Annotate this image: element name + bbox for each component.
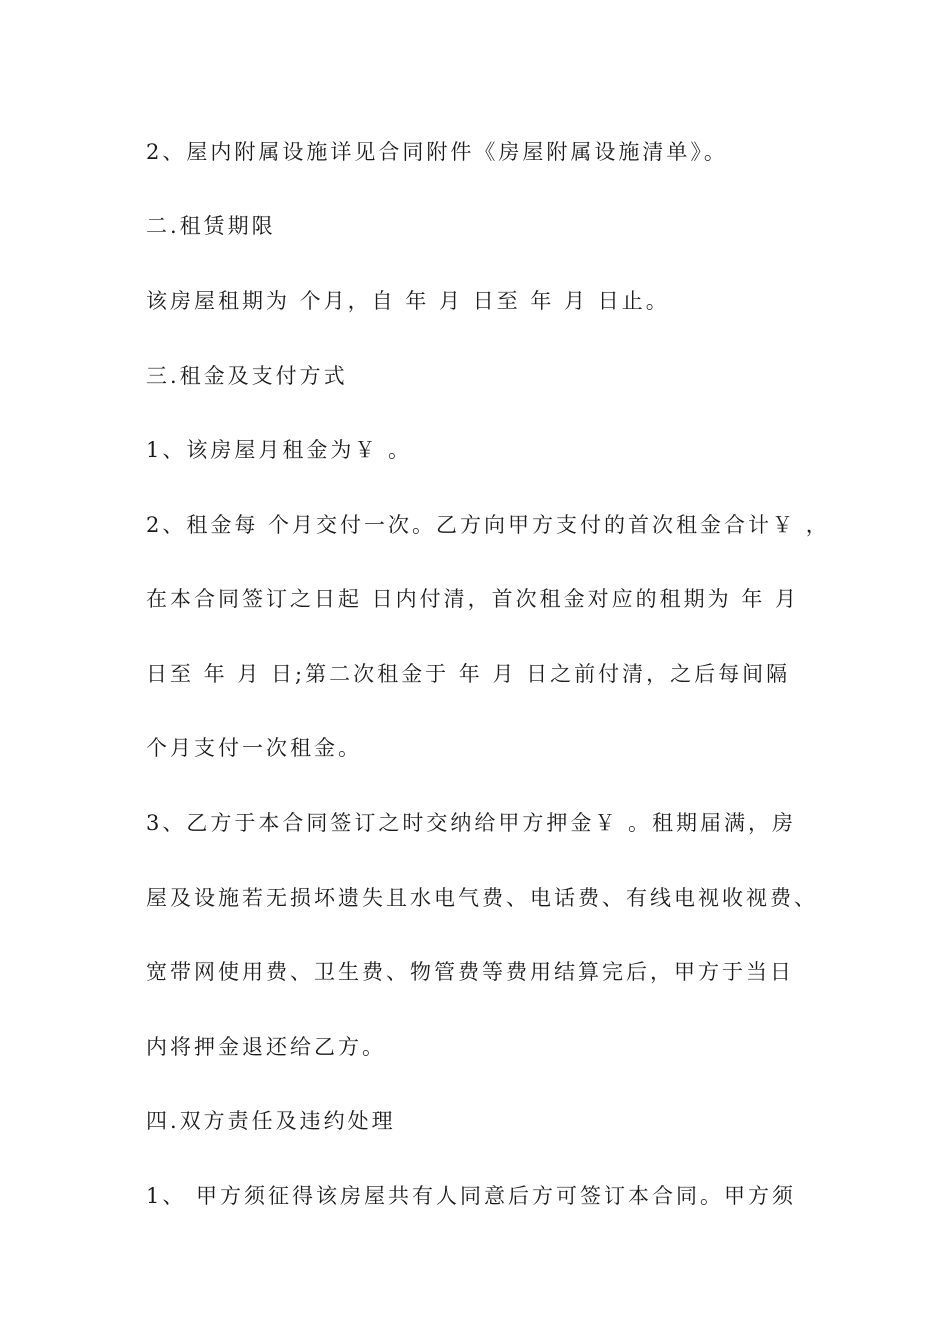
clause-1-monthly-rent: 1、该房屋月租金为￥ 。 <box>146 438 413 462</box>
clause-2-payment-line-4: 个月支付一次租金。 <box>146 736 362 760</box>
clause-2-payment-line-1: 2、租金每 个月交付一次。乙方向甲方支付的首次租金合计￥ ， <box>146 513 830 537</box>
clause-2-payment-line-2: 在本合同签订之日起 日内付清，首次租金对应的租期为 年 月 <box>146 587 800 611</box>
section-heading-lease-term: 二.租赁期限 <box>146 214 276 238</box>
clause-3-deposit-line-2: 屋及设施若无损坏遗失且水电气费、电话费、有线电视收视费、 <box>146 886 818 910</box>
lease-term-text: 该房屋租期为 个月，自 年 月 日至 年 月 日止。 <box>146 289 670 313</box>
clause-2-facilities: 2、屋内附属设施详见合同附件《房屋附属设施清单》。 <box>146 140 728 164</box>
clause-1-responsibilities: 1、 甲方须征得该房屋共有人同意后方可签订本合同。甲方须 <box>146 1184 797 1208</box>
clause-3-deposit-line-4: 内将押金退还给乙方。 <box>146 1035 386 1059</box>
clause-2-payment-line-3: 日至 年 月 日;第二次租金于 年 月 日之前付清，之后每间隔 <box>146 662 791 686</box>
section-heading-rent-payment: 三.租金及支付方式 <box>146 364 348 388</box>
section-heading-responsibilities: 四.双方责任及违约处理 <box>146 1109 396 1133</box>
clause-3-deposit-line-1: 3、乙方于本合同签订之时交纳给甲方押金￥ 。租期届满，房 <box>146 811 797 835</box>
clause-3-deposit-line-3: 宽带网使用费、卫生费、物管费等费用结算完后，甲方于当日 <box>146 960 794 984</box>
